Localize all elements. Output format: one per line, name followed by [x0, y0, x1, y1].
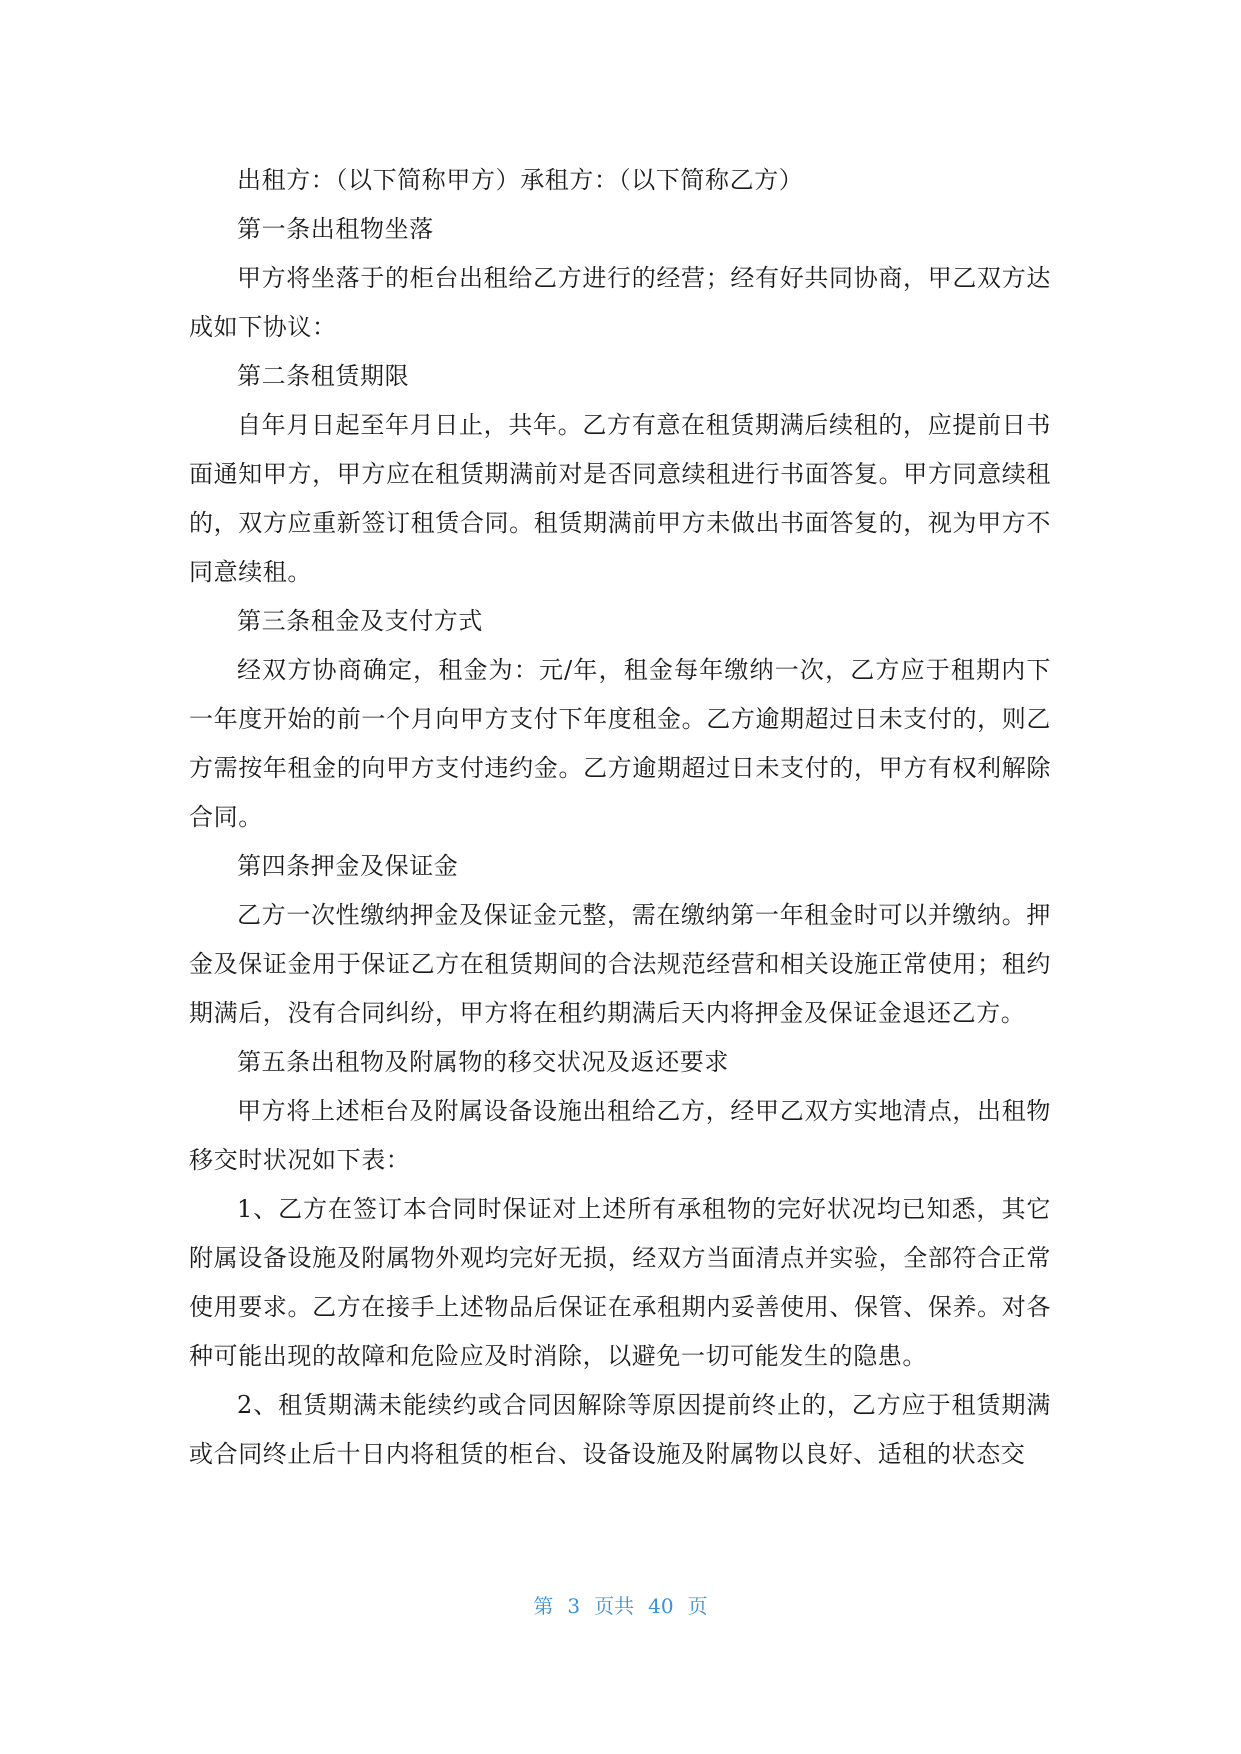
paragraph-parties: 出租方：（以下简称甲方）承租方：（以下简称乙方）: [237, 166, 804, 194]
document-body: [189, 156, 1051, 1479]
paragraph-article-1-body: 甲方将坐落于的柜台出租给乙方进行的经营；经有好共同协商，甲乙双方达成如下协议：: [189, 264, 1051, 341]
paragraph-article-1-heading: 第一条出租物坐落: [237, 215, 434, 243]
paragraph-article-2-body: 自年月日起至年月日止，共年。乙方有意在租赁期满后续租的，应提前日书面通知甲方，甲方应在租赁期满前对是否同意续租进行书面答复。甲方同意续租的，双方应重新签订租赁合同。租赁期满前甲方未做出书面答复的，视为甲方不同意续租。: [189, 411, 1051, 586]
paragraph-article-3-body: 经双方协商确定，租金为：元/年，租金每年缴纳一次，乙方应于租期内下一年度开始的前一个月向甲方支付下年度租金。乙方逾期超过日未支付的，则乙方需按年租金的向甲方支付违约金。乙方逾期超过日未支付的，甲方有权利解除合同。: [189, 656, 1051, 831]
page-number-footer: [0, 1592, 1241, 1620]
footer-label-page-of: 页共: [594, 1594, 635, 1618]
footer-current-page: 3: [567, 1594, 581, 1618]
paragraph-article-2-heading: 第二条租赁期限: [237, 362, 410, 390]
paragraph-article-5-item-1: 1、乙方在签订本合同时保证对上述所有承租物的完好状况均已知悉，其它附属设备设施及附属物外观均完好无损，经双方当面清点并实验，全部符合正常使用要求。乙方在接手上述物品后保证在承租期内妥善使用、保管、保养。对各种可能出现的故障和危险应及时消除，以避免一切可能发生的隐患。: [189, 1195, 1051, 1370]
paragraph-article-3-heading: 第三条租金及支付方式: [237, 607, 483, 635]
paragraph-article-5-item-2: 2、租赁期满未能续约或合同因解除等原因提前终止的，乙方应于租赁期满或合同终止后十日内将租赁的柜台、设备设施及附属物以良好、适租的状态交: [189, 1391, 1051, 1468]
footer-label-page: 第: [533, 1594, 554, 1618]
paragraph-article-4-body: 乙方一次性缴纳押金及保证金元整，需在缴纳第一年租金时可以并缴纳。押金及保证金用于保证乙方在租赁期间的合法规范经营和相关设施正常使用；租约期满后，没有合同纠纷，甲方将在租约期满后天内将押金及保证金退还乙方。: [189, 901, 1051, 1027]
paragraph-article-5-body: 甲方将上述柜台及附属设备设施出租给乙方，经甲乙双方实地清点，出租物移交时状况如下表：: [189, 1097, 1051, 1174]
footer-total-pages: 40: [648, 1594, 674, 1618]
paragraph-article-5-heading: 第五条出租物及附属物的移交状况及返还要求: [237, 1048, 729, 1076]
paragraph-article-4-heading: 第四条押金及保证金: [237, 852, 459, 880]
footer-label-page-end: 页: [687, 1594, 708, 1618]
